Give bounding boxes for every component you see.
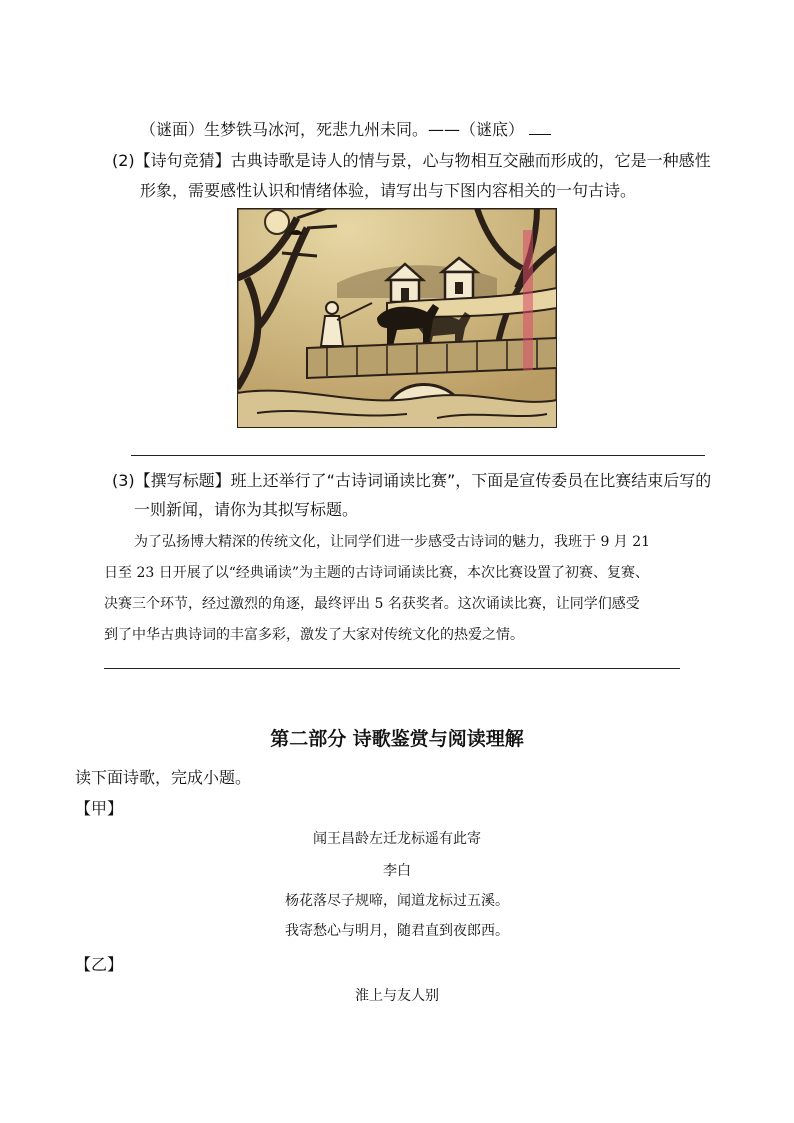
answer-line-q3[interactable]	[104, 668, 680, 669]
news-line-3: 决赛三个环节，经过激烈的角逐，最终评出 5 名获奖者。这次诵读比赛，让同学们感受	[104, 596, 640, 612]
q2-line2: 形象，需要感性认识和情绪体验，请写出与下图内容相关的一句古诗。	[140, 181, 637, 200]
label-jia: 【甲】	[75, 799, 124, 818]
q3-line2: 一则新闻，请你为其拟写标题。	[134, 500, 359, 519]
news-line-1: 为了弘扬博大精深的传统文化，让同学们进一步感受古诗词的魅力，我班于 9 月 21	[134, 534, 651, 550]
poem-jia-author: 李白	[383, 863, 411, 879]
riddle-text: （谜面）生梦铁马冰河，死悲九州未同。——（谜底）	[140, 120, 525, 139]
poem-jia-line-1: 杨花落尽子规啼，闻道龙标过五溪。	[285, 893, 509, 909]
news-line-4: 到了中华古典诗词的丰富多彩，激发了大家对传统文化的热爱之情。	[104, 627, 524, 643]
section-title: 第二部分 诗歌鉴赏与阅读理解	[270, 728, 524, 750]
instruction: 读下面诗歌，完成小题。	[75, 768, 252, 787]
news-line-2: 日至 23 日开展了以“经典诵读”为主题的古诗词诵读比赛，本次比赛设置了初赛、复赛、	[104, 565, 650, 581]
sand-painting-icon	[237, 208, 557, 428]
poem-jia-title: 闻王昌龄左迁龙标遥有此寄	[313, 831, 481, 847]
label-yi: 【乙】	[75, 955, 124, 974]
poem-yi-title: 淮上与友人别	[355, 988, 439, 1004]
q2-line1: (2)【诗句竞猜】古典诗歌是诗人的情与景，心与物相互交融而形成的，它是一种感性	[112, 151, 711, 170]
riddle-line	[140, 117, 551, 140]
answer-line-q2[interactable]	[131, 455, 705, 456]
answer-blank[interactable]	[529, 120, 551, 135]
poem-jia-line-2: 我寄愁心与明月，随君直到夜郎西。	[285, 923, 509, 939]
q3-line1: (3)【撰写标题】班上还举行了“古诗词诵读比赛”，下面是宣传委员在比赛结束后写的	[112, 471, 712, 490]
